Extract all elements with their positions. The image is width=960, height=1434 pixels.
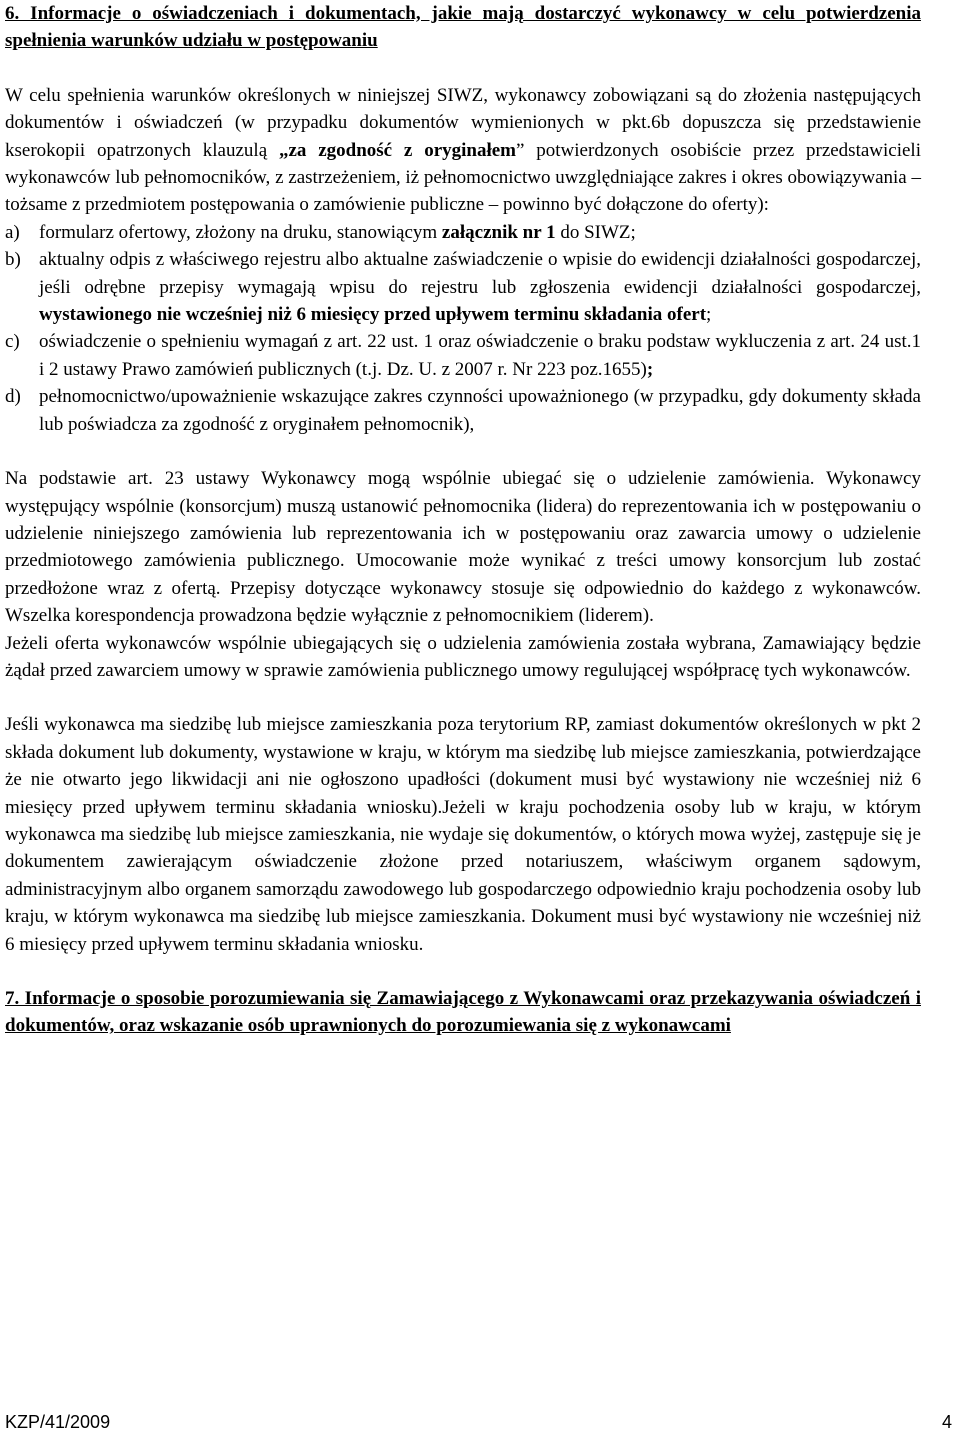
item-c-bold: ;: [646, 358, 654, 380]
page-number: 4: [941, 1412, 952, 1432]
section-6-intro: [5, 82, 921, 219]
intro-bold-clause: „za zgodność z oryginałem: [278, 139, 517, 161]
list-item-d: [5, 383, 921, 438]
spacer: [5, 55, 921, 82]
intro-text-a: W celu spełnienia warunków określonych w niniejszej SIWZ, wykonawcy zobowiązani są do złożenia następujących dokumentów i oświadczeń (w przypadku dokumentów wymienionych w pkt.6b dopuszcza się przedstawienie kserokopii opatrzonych klauzulą: [5, 84, 921, 161]
list-marker: c): [5, 331, 20, 353]
spacer: [5, 684, 921, 711]
item-c-text: oświadczenie o spełnieniu wymagań z art. 22 ust. 1 oraz oświadczenie o braku podstaw wykluczenia z art. 24 ust.1 i 2 ustawy Prawo zamówień publicznych (t.j. Dz. U. z 2007 r. Nr 223 poz.1655): [39, 331, 921, 380]
consortium-paragraph: Na podstawie art. 23 ustawy Wykonawcy mogą wspólnie ubiegać się o udzielenie zamówienia. Wykonawcy występujący wspólnie (konsorcjum) muszą ustanowić pełnomocnika (lidera) do reprezentowania ich w postępowaniu o udzielenie niniejszego zamówienia lub reprezentowania ich w postępowaniu oraz zawarcia umowy o udzielenie przedmiotowego zamówienia publicznego. Umocowanie może wynikać z treści umowy konsorcjum lub zostać przedłożone wraz z ofertą. Przepisy dotyczące wykonawcy stosuje się odpowiednio do każdego z wykonawców. Wszelka korespondencja prowadzona będzie wyłącznie z pełnomocnikiem (liderem).: [5, 468, 921, 627]
list-marker: d): [5, 386, 21, 408]
spacer: [5, 958, 921, 985]
item-a-text: formularz ofertowy, złożony na druku, stanowiącym: [39, 221, 442, 243]
page-content: [5, 0, 921, 1040]
list-item-c: [5, 328, 921, 383]
item-a-bold: załącznik nr 1: [441, 221, 556, 243]
foreign-contractor-paragraph: Jeśli wykonawca ma siedzibę lub miejsce zamieszkania poza terytorium RP, zamiast dokumentów określonych w pkt 2 składa dokument lub dokumenty, wystawione w kraju, w którym ma siedzibę lub miejsce zamieszkania, potwierdzające że nie otwarto jego likwidacji ani nie ogłoszono upadłości (dokument musi być wystawiony nie wcześniej niż 6 miesięcy przed upływem terminu składania wniosku).Jeżeli w kraju pochodzenia osoby lub w kraju, w którym wykonawca ma siedzibę lub miejsce zamieszkania, nie wydaje się dokumentów, o których mowa wyżej, zastępuje się je dokumentem zawierającym oświadczenie złożone przed notariuszem, właściwym organem sądowym, administracyjnym albo organem samorządu zawodowego lub gospodarczego odpowiednio kraju pochodzenia osoby lub kraju, w którym wykonawca ma siedzibę lub miejsce zamieszkania. Dokument musi być wystawiony nie wcześniej niż 6 miesięcy przed upływem terminu składania wniosku.: [5, 714, 921, 955]
item-a-tail: do SIWZ;: [555, 221, 636, 243]
section-6-heading: 6. Informacje o oświadczeniach i dokumentach, jakie mają dostarczyć wykonawcy w celu potwierdzenia spełnienia warunków udziału w postępowaniu: [5, 3, 921, 52]
document-reference: KZP/41/2009: [5, 1412, 111, 1432]
item-b-tail: ;: [706, 304, 712, 326]
list-marker: b): [5, 249, 21, 271]
list-item-text: [39, 328, 921, 383]
item-b-bold: wystawionego nie wcześniej niż 6 miesięcy przed upływem terminu składania ofert: [39, 304, 707, 326]
spacer: [5, 438, 921, 465]
section-7-heading: 7. Informacje o sposobie porozumiewania się Zamawiającego z Wykonawcami oraz przekazywania oświadczeń i dokumentów, oraz wskazanie osób uprawnionych do porozumiewania się z wykonawcami: [5, 988, 921, 1037]
list-item-b: [5, 246, 921, 328]
list-marker: a): [5, 221, 20, 243]
list-item-text: [39, 219, 921, 246]
list-item-a: [5, 219, 921, 246]
item-b-text: aktualny odpis z właściwego rejestru albo aktualne zaświadczenie o wpisie do ewidencji działalności gospodarczej, jeśli odrębne przepisy wymagają wpisu do rejestru lub zgłoszenia ewidencji działalności gospodarczej,: [39, 249, 921, 298]
list-item-text: pełnomocnictwo/upoważnienie wskazujące zakres czynności upoważnionego (w przypadku, gdy dokumenty składa lub poświadcza za zgodność z oryginałem pełnomocnik),: [39, 386, 921, 435]
selected-offer-paragraph: Jeżeli oferta wykonawców wspólnie ubiegających się o udzielenia zamówienia została wybrana, Zamawiający będzie żądał przed zawarciem umowy w sprawie zamówienia publicznego umowy regulującej współpracę tych wykonawców.: [5, 632, 921, 681]
intro-text-b: ” potwierdzonych osobiście przez przedstawicieli wykonawców lub pełnomocników, z zastrzeżeniem, iż pełnomocnictwo uwzględniające zakres i okres obowiązywania – tożsame z przedmiotem postępowania o zamówienie publiczne – powinno być dołączone do oferty):: [5, 139, 921, 216]
list-item-text: [39, 246, 921, 328]
required-documents-list: [5, 219, 921, 438]
